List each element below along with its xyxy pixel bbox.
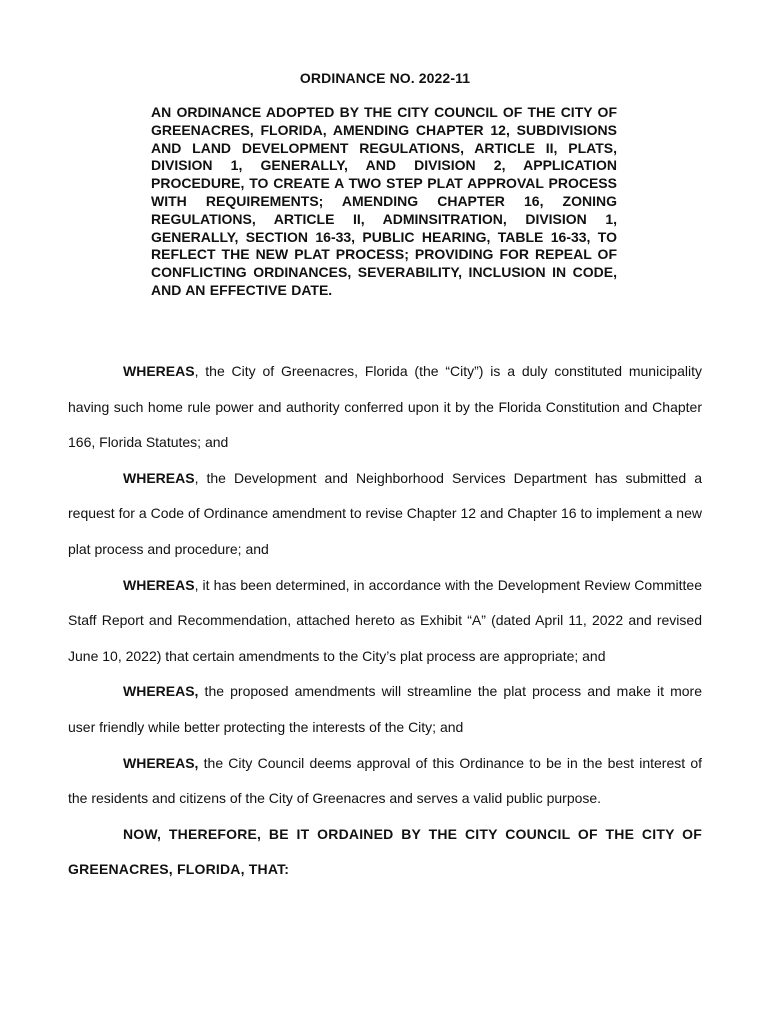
ordinance-title: ORDINANCE NO. 2022-11 — [299, 70, 471, 86]
whereas-paragraph — [68, 674, 702, 745]
whereas-lead: WHEREAS — [123, 576, 195, 593]
whereas-lead: WHEREAS, — [123, 754, 199, 771]
whereas-text: the City Council deems approval of this Ordinance to be in the best interest of the residents and citizens of the City of Greenacres and serves a valid public purpose. — [68, 754, 702, 807]
whereas-text: the proposed amendments will streamline the plat process and make it more user friendly while better protecting the interests of the City; and — [68, 683, 702, 735]
whereas-paragraph — [68, 746, 702, 817]
ordaining-clause: NOW, THEREFORE, BE IT ORDAINED BY THE CITY COUNCIL OF THE CITY OF GREENACRES, FLORIDA, THAT: — [68, 825, 702, 878]
whereas-paragraph — [68, 354, 702, 461]
whereas-paragraph — [68, 568, 702, 675]
whereas-text: , the Development and Neighborhood Services Department has submitted a request for a Code of Ordinance amendment to revise Chapter 12 and Chapter 16 to implement a new plat process and procedure; and — [68, 469, 702, 557]
whereas-paragraph — [68, 461, 702, 568]
whereas-lead: WHEREAS — [123, 469, 195, 486]
recitals-body — [68, 354, 702, 888]
whereas-text: , it has been determined, in accordance with the Development Review Committee Staff Report and Recommendation, attached hereto as Exhibit “A” (dated April 11, 2022 and revised June 10, 2022) that certain amendments to the City’s plat process are appropriate; and — [68, 576, 702, 664]
whereas-lead: WHEREAS, — [123, 683, 199, 700]
whereas-lead: WHEREAS — [123, 363, 195, 379]
ordinance-caption: AN ORDINANCE ADOPTED BY THE CITY COUNCIL OF THE CITY OF GREENACRES, FLORIDA, AMENDING CHAPTER 12, SUBDIVISIONS AND LAND DEVELOPMENT REGULATIONS, ARTICLE II, PLATS, DIVISION 1, GENERALLY, AND DIVISION 2, APPLICATION PROCEDURE, TO CREATE A TWO STEP PLAT APPROVAL PROCESS WITH REQUIREMENTS; AMENDING CHAPTER 16, ZONING REGULATIONS, ARTICLE II, ADMINSITRATION, DIVISION 1, GENERALLY, SECTION 16-33, PUBLIC HEARING, TABLE 16-33, TO REFLECT THE NEW PLAT PROCESS; PROVIDING FOR REPEAL OF CONFLICTING ORDINANCES, SEVERABILITY, INCLUSION IN CODE, AND AN EFFECTIVE DATE. — [151, 104, 617, 298]
whereas-text: , the City of Greenacres, Florida (the “City”) is a duly constituted municipality having such home rule power and authority conferred upon it by the Florida Constitution and Chapter 166, Florida Statutes; and — [68, 363, 702, 451]
